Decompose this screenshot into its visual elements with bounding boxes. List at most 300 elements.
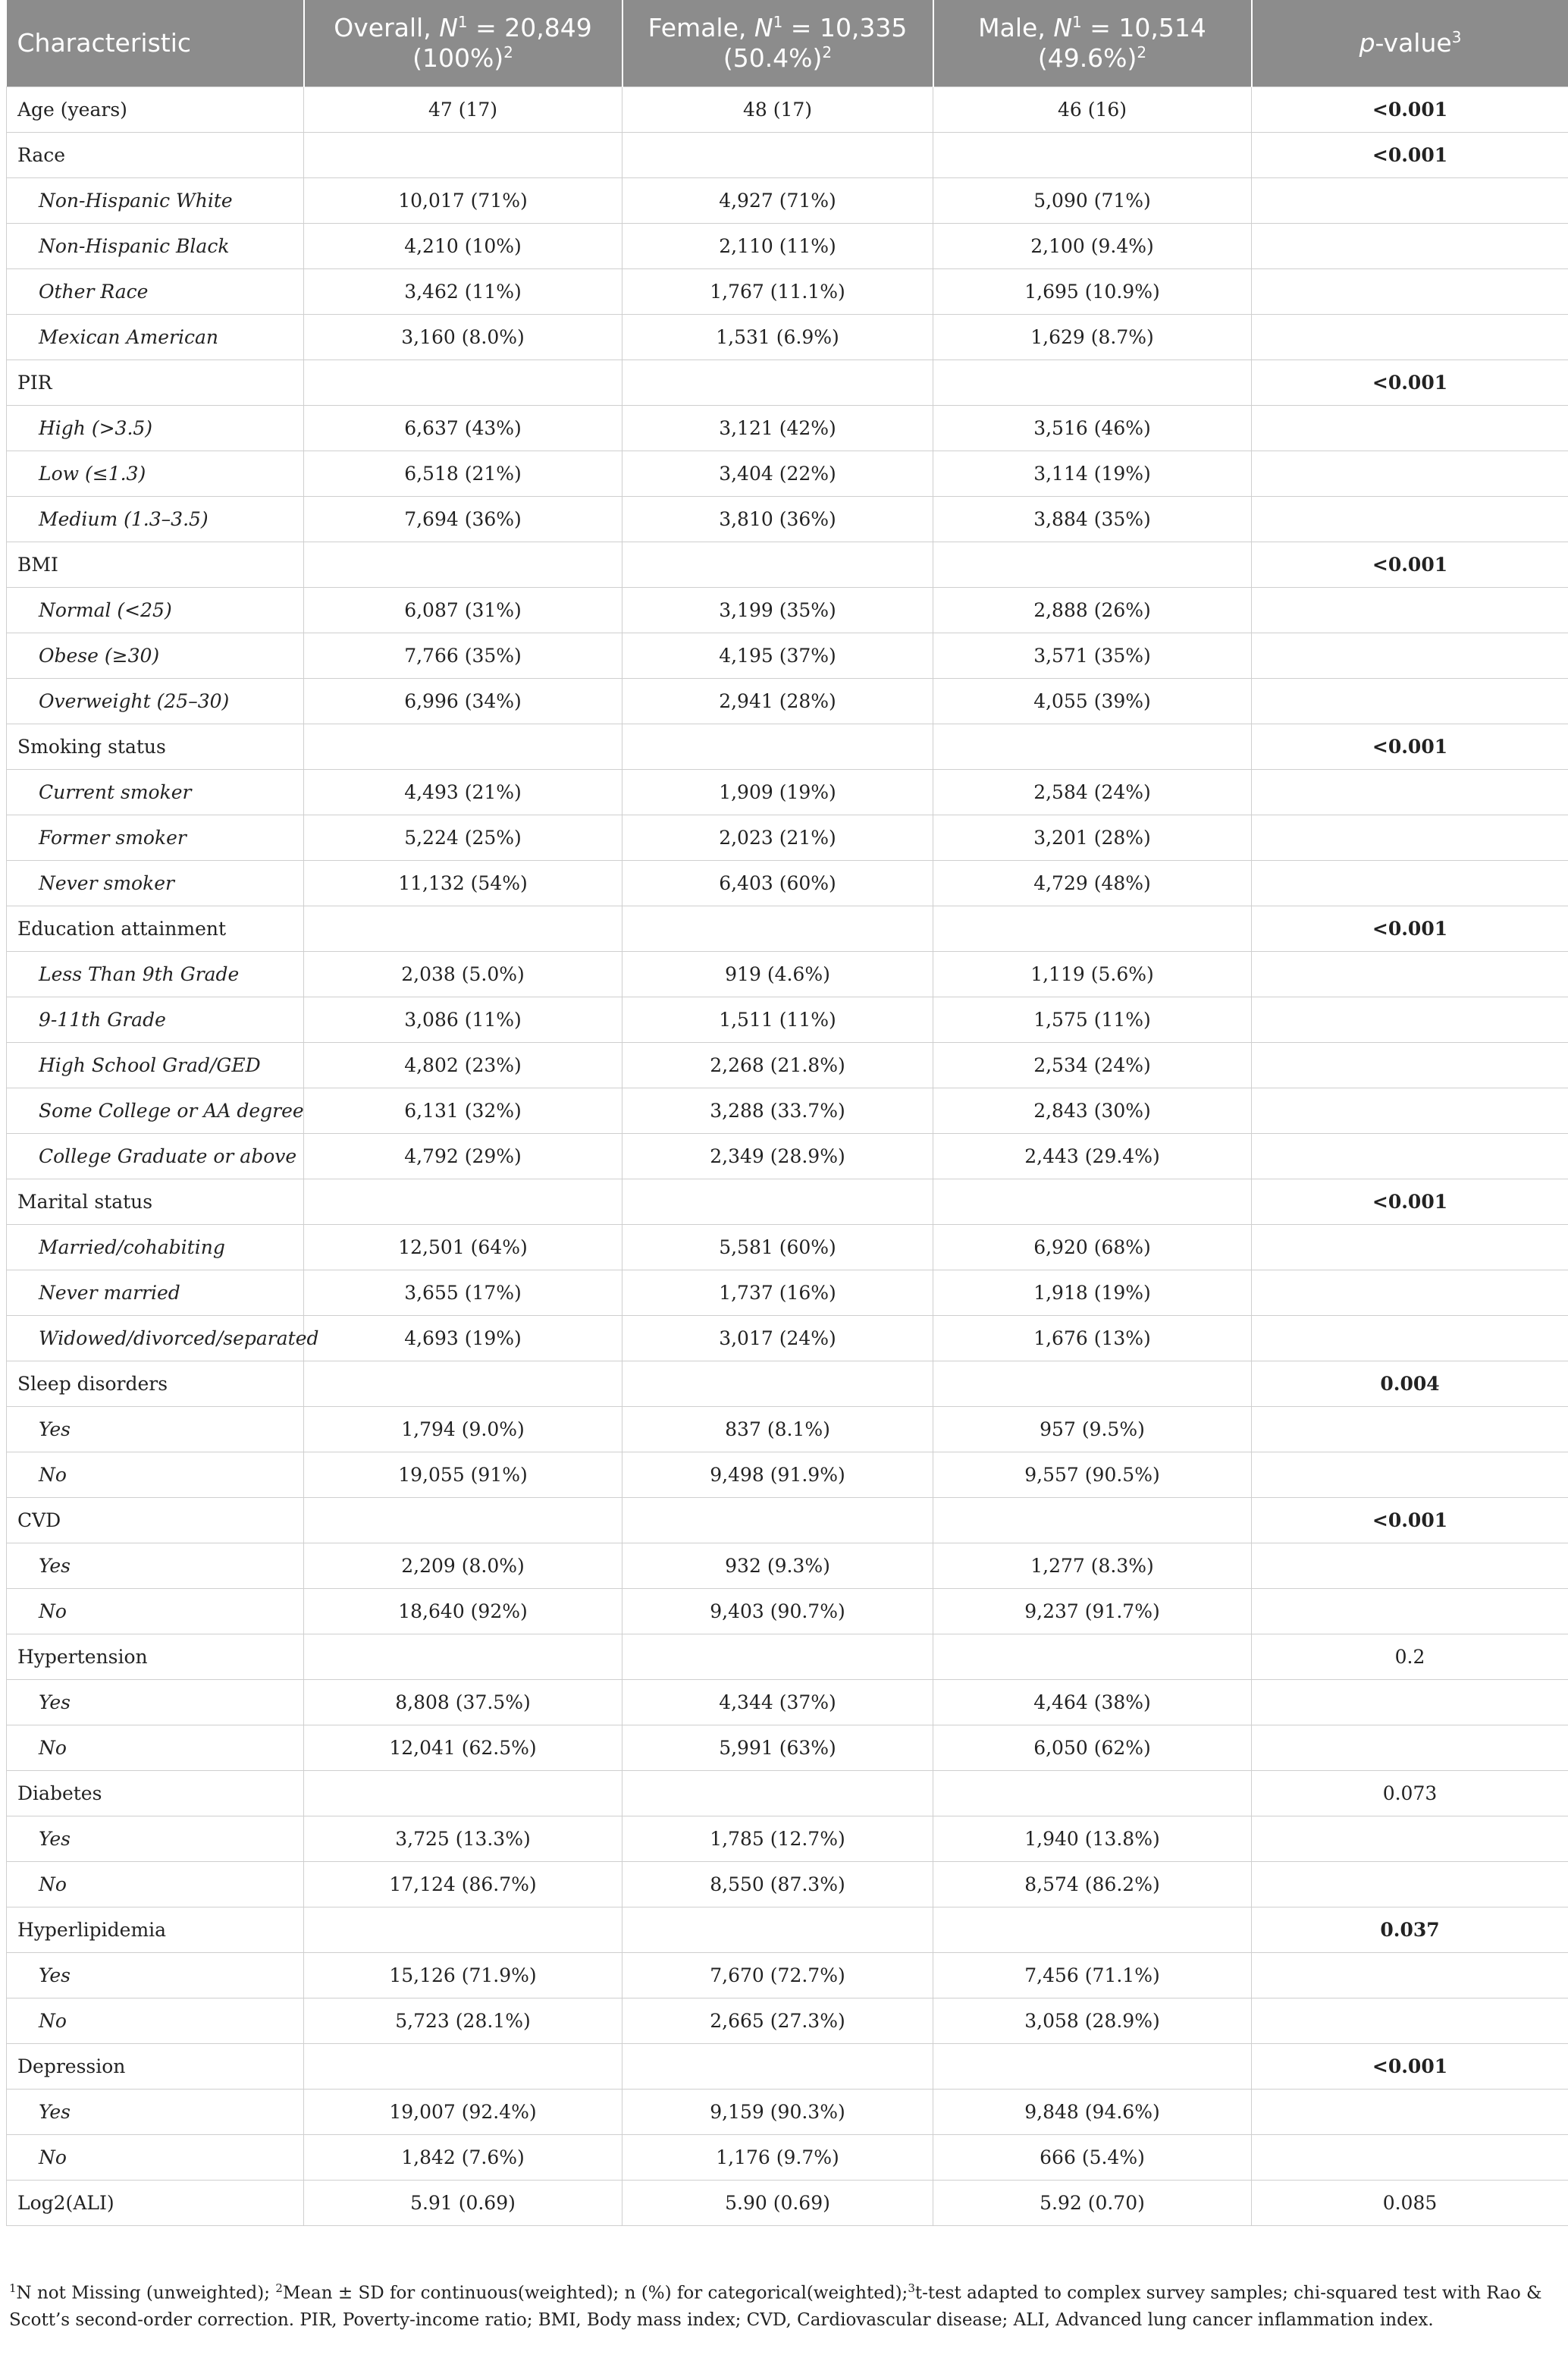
cell-female: 3,810 (36%) bbox=[622, 497, 933, 542]
cell-male: 2,443 (29.4%) bbox=[933, 1134, 1252, 1179]
cell-characteristic: Obese (≥30) bbox=[7, 633, 304, 679]
cell-overall bbox=[304, 542, 622, 588]
cell-overall: 6,996 (34%) bbox=[304, 679, 622, 724]
table-row-sub bbox=[7, 497, 1568, 542]
cell-female: 919 (4.6%) bbox=[622, 952, 933, 997]
cell-female: 5,991 (63%) bbox=[622, 1725, 933, 1771]
cell-pvalue: <0.001 bbox=[1252, 906, 1568, 952]
cell-characteristic: PIR bbox=[7, 360, 304, 406]
header-male-pct: (49.6%) bbox=[1037, 43, 1137, 73]
table-header bbox=[7, 0, 1568, 87]
cell-pvalue bbox=[1252, 861, 1568, 906]
header-overall-sup1: 1 bbox=[457, 13, 468, 31]
cell-female bbox=[622, 360, 933, 406]
cell-pvalue: 0.2 bbox=[1252, 1634, 1568, 1680]
header-male-n: N bbox=[1053, 13, 1072, 42]
cell-pvalue: 0.085 bbox=[1252, 2181, 1568, 2226]
table-row-group bbox=[7, 1498, 1568, 1543]
cell-female: 3,199 (35%) bbox=[622, 588, 933, 633]
header-overall-n: N bbox=[439, 13, 458, 42]
cell-characteristic: Smoking status bbox=[7, 724, 304, 770]
table-row-sub bbox=[7, 815, 1568, 861]
cell-characteristic: Race bbox=[7, 133, 304, 178]
table-row-sub bbox=[7, 1725, 1568, 1771]
cell-overall: 12,041 (62.5%) bbox=[304, 1725, 622, 1771]
cell-characteristic: Married/cohabiting bbox=[7, 1225, 304, 1270]
cell-pvalue: <0.001 bbox=[1252, 724, 1568, 770]
table-row-group bbox=[7, 906, 1568, 952]
cell-pvalue: 0.037 bbox=[1252, 1907, 1568, 1953]
cell-female: 4,344 (37%) bbox=[622, 1680, 933, 1725]
cell-male: 1,119 (5.6%) bbox=[933, 952, 1252, 997]
cell-characteristic: Age (years) bbox=[7, 87, 304, 133]
cell-male: 7,456 (71.1%) bbox=[933, 1953, 1252, 1998]
cell-male: 46 (16) bbox=[933, 87, 1252, 133]
cell-male: 1,695 (10.9%) bbox=[933, 269, 1252, 315]
header-male-count: = 10,514 bbox=[1081, 13, 1206, 42]
table-row-group bbox=[7, 724, 1568, 770]
table-row-sub bbox=[7, 1316, 1568, 1361]
cell-female: 3,121 (42%) bbox=[622, 406, 933, 451]
cell-pvalue: 0.073 bbox=[1252, 1771, 1568, 1816]
cell-characteristic: Mexican American bbox=[7, 315, 304, 360]
cell-overall bbox=[304, 1634, 622, 1680]
cell-pvalue bbox=[1252, 1088, 1568, 1134]
cell-female: 2,349 (28.9%) bbox=[622, 1134, 933, 1179]
cell-overall: 1,794 (9.0%) bbox=[304, 1407, 622, 1452]
cell-characteristic: Normal (<25) bbox=[7, 588, 304, 633]
cell-pvalue bbox=[1252, 952, 1568, 997]
cell-male: 3,516 (46%) bbox=[933, 406, 1252, 451]
header-male-sup1: 1 bbox=[1072, 13, 1082, 31]
cell-overall bbox=[304, 906, 622, 952]
cell-male: 8,574 (86.2%) bbox=[933, 1862, 1252, 1907]
table-row-group bbox=[7, 2044, 1568, 2090]
cell-overall: 10,017 (71%) bbox=[304, 178, 622, 224]
table-footnote bbox=[9, 2275, 1556, 2334]
cell-male: 5.92 (0.70) bbox=[933, 2181, 1252, 2226]
cell-pvalue bbox=[1252, 451, 1568, 497]
cell-male: 5,090 (71%) bbox=[933, 178, 1252, 224]
cell-male: 2,888 (26%) bbox=[933, 588, 1252, 633]
cell-overall: 19,055 (91%) bbox=[304, 1452, 622, 1498]
cell-pvalue: <0.001 bbox=[1252, 87, 1568, 133]
cell-pvalue bbox=[1252, 1134, 1568, 1179]
cell-characteristic: Yes bbox=[7, 1407, 304, 1452]
header-pvalue bbox=[1252, 0, 1568, 87]
cell-characteristic: Medium (1.3–3.5) bbox=[7, 497, 304, 542]
cell-characteristic: No bbox=[7, 1725, 304, 1771]
cell-overall bbox=[304, 1498, 622, 1543]
cell-female bbox=[622, 1907, 933, 1953]
cell-female: 3,404 (22%) bbox=[622, 451, 933, 497]
cell-overall bbox=[304, 360, 622, 406]
header-pvalue-rest: -value bbox=[1375, 28, 1452, 58]
table-row-sub bbox=[7, 1452, 1568, 1498]
header-male bbox=[933, 0, 1252, 87]
table-row-sub bbox=[7, 269, 1568, 315]
table-row-sub bbox=[7, 997, 1568, 1043]
cell-characteristic: No bbox=[7, 1998, 304, 2044]
footnote-sup-2: 2 bbox=[275, 2281, 283, 2295]
cell-female: 2,110 (11%) bbox=[622, 224, 933, 269]
table-row-sub bbox=[7, 1680, 1568, 1725]
cell-female: 3,017 (24%) bbox=[622, 1316, 933, 1361]
header-overall-count: = 20,849 bbox=[467, 13, 592, 42]
footnote-sup-3: 3 bbox=[908, 2281, 915, 2295]
cell-overall: 6,518 (21%) bbox=[304, 451, 622, 497]
cell-female bbox=[622, 133, 933, 178]
table-row-sub bbox=[7, 451, 1568, 497]
table-row-sub bbox=[7, 2135, 1568, 2181]
cell-male: 1,940 (13.8%) bbox=[933, 1816, 1252, 1862]
table-row-sub bbox=[7, 1043, 1568, 1088]
table-row-sub bbox=[7, 1134, 1568, 1179]
cell-pvalue: 0.004 bbox=[1252, 1361, 1568, 1407]
cell-pvalue: <0.001 bbox=[1252, 1179, 1568, 1225]
cell-female bbox=[622, 1634, 933, 1680]
cell-male: 9,237 (91.7%) bbox=[933, 1589, 1252, 1634]
cell-female: 9,403 (90.7%) bbox=[622, 1589, 933, 1634]
cell-overall: 11,132 (54%) bbox=[304, 861, 622, 906]
cell-male: 1,277 (8.3%) bbox=[933, 1543, 1252, 1589]
cell-male: 3,884 (35%) bbox=[933, 497, 1252, 542]
cell-overall bbox=[304, 724, 622, 770]
cell-overall: 3,655 (17%) bbox=[304, 1270, 622, 1316]
footnote-text-1: N not Missing (unweighted); bbox=[16, 2283, 276, 2303]
header-female-pct: (50.4%) bbox=[723, 43, 823, 73]
cell-characteristic: Less Than 9th Grade bbox=[7, 952, 304, 997]
cell-pvalue: <0.001 bbox=[1252, 133, 1568, 178]
cell-pvalue bbox=[1252, 1725, 1568, 1771]
cell-male bbox=[933, 542, 1252, 588]
cell-pvalue bbox=[1252, 1043, 1568, 1088]
table-row-sub bbox=[7, 1998, 1568, 2044]
cell-characteristic: Low (≤1.3) bbox=[7, 451, 304, 497]
cell-overall: 3,462 (11%) bbox=[304, 269, 622, 315]
table-row-sub bbox=[7, 633, 1568, 679]
cell-pvalue: <0.001 bbox=[1252, 542, 1568, 588]
cell-pvalue bbox=[1252, 497, 1568, 542]
cell-pvalue bbox=[1252, 1316, 1568, 1361]
cell-female: 1,737 (16%) bbox=[622, 1270, 933, 1316]
cell-male: 2,100 (9.4%) bbox=[933, 224, 1252, 269]
cell-characteristic: Current smoker bbox=[7, 770, 304, 815]
cell-characteristic: No bbox=[7, 1589, 304, 1634]
header-male-sup2: 2 bbox=[1137, 43, 1147, 61]
cell-female: 5,581 (60%) bbox=[622, 1225, 933, 1270]
cell-overall: 47 (17) bbox=[304, 87, 622, 133]
table-row-sub bbox=[7, 1816, 1568, 1862]
cell-overall: 15,126 (71.9%) bbox=[304, 1953, 622, 1998]
cell-characteristic: No bbox=[7, 2135, 304, 2181]
cell-overall bbox=[304, 2044, 622, 2090]
footnote-sup-1: 1 bbox=[9, 2281, 17, 2295]
cell-overall: 4,210 (10%) bbox=[304, 224, 622, 269]
cell-characteristic: Some College or AA degree bbox=[7, 1088, 304, 1134]
cell-overall bbox=[304, 1907, 622, 1953]
cell-male: 6,050 (62%) bbox=[933, 1725, 1252, 1771]
cell-characteristic: Hyperlipidemia bbox=[7, 1907, 304, 1953]
cell-overall: 17,124 (86.7%) bbox=[304, 1862, 622, 1907]
cell-pvalue bbox=[1252, 997, 1568, 1043]
cell-pvalue bbox=[1252, 1816, 1568, 1862]
cell-overall: 3,160 (8.0%) bbox=[304, 315, 622, 360]
cell-male bbox=[933, 2044, 1252, 2090]
cell-female: 837 (8.1%) bbox=[622, 1407, 933, 1452]
table-body bbox=[7, 87, 1568, 2226]
cell-male bbox=[933, 1179, 1252, 1225]
table-row-sub bbox=[7, 1088, 1568, 1134]
cell-overall: 8,808 (37.5%) bbox=[304, 1680, 622, 1725]
cell-overall: 4,802 (23%) bbox=[304, 1043, 622, 1088]
cell-characteristic: Marital status bbox=[7, 1179, 304, 1225]
cell-overall: 5.91 (0.69) bbox=[304, 2181, 622, 2226]
cell-female: 4,195 (37%) bbox=[622, 633, 933, 679]
footnote-text-2: Mean ± SD for continuous(weighted); n (%) for categorical(weighted); bbox=[282, 2283, 908, 2303]
header-row bbox=[7, 0, 1568, 87]
table-row-sub bbox=[7, 315, 1568, 360]
cell-female: 2,665 (27.3%) bbox=[622, 1998, 933, 2044]
cell-female: 2,268 (21.8%) bbox=[622, 1043, 933, 1088]
header-overall-pct: (100%) bbox=[412, 43, 504, 73]
table-row-group bbox=[7, 1361, 1568, 1407]
cell-pvalue bbox=[1252, 679, 1568, 724]
cell-pvalue bbox=[1252, 815, 1568, 861]
cell-overall: 5,723 (28.1%) bbox=[304, 1998, 622, 2044]
cell-pvalue bbox=[1252, 1225, 1568, 1270]
cell-pvalue bbox=[1252, 770, 1568, 815]
cell-characteristic: No bbox=[7, 1452, 304, 1498]
cell-characteristic: Diabetes bbox=[7, 1771, 304, 1816]
cell-pvalue bbox=[1252, 2135, 1568, 2181]
cell-female bbox=[622, 1179, 933, 1225]
header-pvalue-p: p bbox=[1359, 28, 1375, 58]
cell-male: 2,843 (30%) bbox=[933, 1088, 1252, 1134]
cell-overall: 6,087 (31%) bbox=[304, 588, 622, 633]
cell-male bbox=[933, 1907, 1252, 1953]
cell-characteristic: Yes bbox=[7, 1680, 304, 1725]
header-female-sup1: 1 bbox=[773, 13, 783, 31]
header-pvalue-sup3: 3 bbox=[1451, 28, 1462, 46]
header-female bbox=[622, 0, 933, 87]
cell-male: 4,729 (48%) bbox=[933, 861, 1252, 906]
cell-characteristic: 9-11th Grade bbox=[7, 997, 304, 1043]
cell-characteristic: Hypertension bbox=[7, 1634, 304, 1680]
cell-pvalue bbox=[1252, 224, 1568, 269]
table-row-group bbox=[7, 2181, 1568, 2226]
cell-characteristic: Yes bbox=[7, 1543, 304, 1589]
cell-characteristic: CVD bbox=[7, 1498, 304, 1543]
cell-pvalue bbox=[1252, 1270, 1568, 1316]
cell-characteristic: Non-Hispanic Black bbox=[7, 224, 304, 269]
table-row-sub bbox=[7, 406, 1568, 451]
cell-overall: 7,694 (36%) bbox=[304, 497, 622, 542]
cell-pvalue: <0.001 bbox=[1252, 1498, 1568, 1543]
cell-male: 1,676 (13%) bbox=[933, 1316, 1252, 1361]
cell-female: 2,941 (28%) bbox=[622, 679, 933, 724]
table-row-group bbox=[7, 1907, 1568, 1953]
cell-male: 1,629 (8.7%) bbox=[933, 315, 1252, 360]
table-row-sub bbox=[7, 1862, 1568, 1907]
cell-male bbox=[933, 360, 1252, 406]
cell-overall: 2,209 (8.0%) bbox=[304, 1543, 622, 1589]
cell-characteristic: Depression bbox=[7, 2044, 304, 2090]
characteristics-table bbox=[6, 0, 1568, 2226]
cell-pvalue bbox=[1252, 1680, 1568, 1725]
cell-characteristic: No bbox=[7, 1862, 304, 1907]
footnote-text-3: t-test adapted to complex survey samples; chi-squared test with Rao & Scott’s second-order correction. PIR, Poverty-income ratio; BMI, Body mass index; CVD, Cardiovascular disease; ALI, Advanced lung cancer inflammation index. bbox=[9, 2283, 1542, 2330]
table-row-sub bbox=[7, 224, 1568, 269]
cell-pvalue bbox=[1252, 1862, 1568, 1907]
cell-female bbox=[622, 724, 933, 770]
cell-female: 1,785 (12.7%) bbox=[622, 1816, 933, 1862]
cell-overall: 6,637 (43%) bbox=[304, 406, 622, 451]
cell-male bbox=[933, 1498, 1252, 1543]
cell-characteristic: Yes bbox=[7, 1953, 304, 1998]
header-overall-label: Overall, bbox=[334, 13, 440, 42]
cell-male: 3,058 (28.9%) bbox=[933, 1998, 1252, 2044]
cell-characteristic: High (>3.5) bbox=[7, 406, 304, 451]
cell-pvalue bbox=[1252, 1953, 1568, 1998]
cell-pvalue: <0.001 bbox=[1252, 360, 1568, 406]
cell-overall: 2,038 (5.0%) bbox=[304, 952, 622, 997]
cell-overall: 19,007 (92.4%) bbox=[304, 2090, 622, 2135]
cell-characteristic: Non-Hispanic White bbox=[7, 178, 304, 224]
header-female-count: = 10,335 bbox=[782, 13, 908, 42]
cell-female: 932 (9.3%) bbox=[622, 1543, 933, 1589]
cell-female bbox=[622, 2044, 933, 2090]
cell-pvalue bbox=[1252, 406, 1568, 451]
cell-pvalue bbox=[1252, 633, 1568, 679]
cell-pvalue bbox=[1252, 269, 1568, 315]
cell-overall: 18,640 (92%) bbox=[304, 1589, 622, 1634]
cell-male: 3,201 (28%) bbox=[933, 815, 1252, 861]
table-row-group bbox=[7, 360, 1568, 406]
table-row-sub bbox=[7, 588, 1568, 633]
cell-male: 9,557 (90.5%) bbox=[933, 1452, 1252, 1498]
cell-pvalue bbox=[1252, 588, 1568, 633]
cell-female: 1,767 (11.1%) bbox=[622, 269, 933, 315]
cell-female: 6,403 (60%) bbox=[622, 861, 933, 906]
table-row-sub bbox=[7, 1543, 1568, 1589]
cell-male: 3,571 (35%) bbox=[933, 633, 1252, 679]
cell-overall: 3,086 (11%) bbox=[304, 997, 622, 1043]
cell-overall: 7,766 (35%) bbox=[304, 633, 622, 679]
cell-pvalue bbox=[1252, 2090, 1568, 2135]
cell-male bbox=[933, 906, 1252, 952]
cell-characteristic: College Graduate or above bbox=[7, 1134, 304, 1179]
table-row-sub bbox=[7, 2090, 1568, 2135]
cell-overall: 3,725 (13.3%) bbox=[304, 1816, 622, 1862]
cell-overall: 1,842 (7.6%) bbox=[304, 2135, 622, 2181]
cell-male: 1,918 (19%) bbox=[933, 1270, 1252, 1316]
cell-male bbox=[933, 724, 1252, 770]
cell-female: 9,498 (91.9%) bbox=[622, 1452, 933, 1498]
cell-overall bbox=[304, 1771, 622, 1816]
table-row-sub bbox=[7, 178, 1568, 224]
cell-male bbox=[933, 133, 1252, 178]
table-row-sub bbox=[7, 1270, 1568, 1316]
cell-female bbox=[622, 542, 933, 588]
header-overall-sup2: 2 bbox=[503, 43, 513, 61]
table-row-sub bbox=[7, 1407, 1568, 1452]
table-row-sub bbox=[7, 770, 1568, 815]
table-row-sub bbox=[7, 861, 1568, 906]
table-row-sub bbox=[7, 1589, 1568, 1634]
cell-female: 2,023 (21%) bbox=[622, 815, 933, 861]
cell-male: 957 (9.5%) bbox=[933, 1407, 1252, 1452]
cell-characteristic: Never smoker bbox=[7, 861, 304, 906]
cell-male: 9,848 (94.6%) bbox=[933, 2090, 1252, 2135]
cell-pvalue bbox=[1252, 1543, 1568, 1589]
cell-male bbox=[933, 1361, 1252, 1407]
cell-pvalue bbox=[1252, 1998, 1568, 2044]
cell-pvalue bbox=[1252, 1452, 1568, 1498]
cell-overall: 5,224 (25%) bbox=[304, 815, 622, 861]
cell-pvalue bbox=[1252, 178, 1568, 224]
cell-female: 9,159 (90.3%) bbox=[622, 2090, 933, 2135]
table-row-group bbox=[7, 1634, 1568, 1680]
cell-pvalue bbox=[1252, 1407, 1568, 1452]
cell-male: 2,584 (24%) bbox=[933, 770, 1252, 815]
cell-pvalue bbox=[1252, 1589, 1568, 1634]
cell-female: 5.90 (0.69) bbox=[622, 2181, 933, 2226]
cell-overall: 4,493 (21%) bbox=[304, 770, 622, 815]
cell-overall: 4,792 (29%) bbox=[304, 1134, 622, 1179]
cell-pvalue bbox=[1252, 315, 1568, 360]
table-row-sub bbox=[7, 952, 1568, 997]
table-row-group bbox=[7, 542, 1568, 588]
cell-female: 4,927 (71%) bbox=[622, 178, 933, 224]
cell-overall bbox=[304, 133, 622, 178]
table-row-group bbox=[7, 133, 1568, 178]
cell-male: 4,464 (38%) bbox=[933, 1680, 1252, 1725]
cell-female: 1,531 (6.9%) bbox=[622, 315, 933, 360]
cell-female: 3,288 (33.7%) bbox=[622, 1088, 933, 1134]
cell-female bbox=[622, 906, 933, 952]
cell-overall: 4,693 (19%) bbox=[304, 1316, 622, 1361]
cell-male bbox=[933, 1634, 1252, 1680]
cell-characteristic: High School Grad/GED bbox=[7, 1043, 304, 1088]
cell-male: 2,534 (24%) bbox=[933, 1043, 1252, 1088]
table-row-group bbox=[7, 1771, 1568, 1816]
header-female-label: Female, bbox=[648, 13, 754, 42]
cell-characteristic: Never married bbox=[7, 1270, 304, 1316]
cell-overall: 12,501 (64%) bbox=[304, 1225, 622, 1270]
cell-characteristic: Yes bbox=[7, 2090, 304, 2135]
header-overall bbox=[304, 0, 622, 87]
cell-female: 1,176 (9.7%) bbox=[622, 2135, 933, 2181]
cell-male: 3,114 (19%) bbox=[933, 451, 1252, 497]
cell-characteristic: BMI bbox=[7, 542, 304, 588]
header-characteristic: Characteristic bbox=[7, 0, 304, 87]
cell-female: 7,670 (72.7%) bbox=[622, 1953, 933, 1998]
cell-overall: 6,131 (32%) bbox=[304, 1088, 622, 1134]
cell-characteristic: Widowed/divorced/separated bbox=[7, 1316, 304, 1361]
cell-overall bbox=[304, 1179, 622, 1225]
cell-pvalue: <0.001 bbox=[1252, 2044, 1568, 2090]
table-row-sub bbox=[7, 1225, 1568, 1270]
cell-characteristic: Education attainment bbox=[7, 906, 304, 952]
cell-female: 8,550 (87.3%) bbox=[622, 1862, 933, 1907]
cell-characteristic: Overweight (25–30) bbox=[7, 679, 304, 724]
table-row-sub bbox=[7, 1953, 1568, 1998]
table-row-sub bbox=[7, 679, 1568, 724]
cell-female: 1,909 (19%) bbox=[622, 770, 933, 815]
cell-female: 48 (17) bbox=[622, 87, 933, 133]
cell-male: 4,055 (39%) bbox=[933, 679, 1252, 724]
